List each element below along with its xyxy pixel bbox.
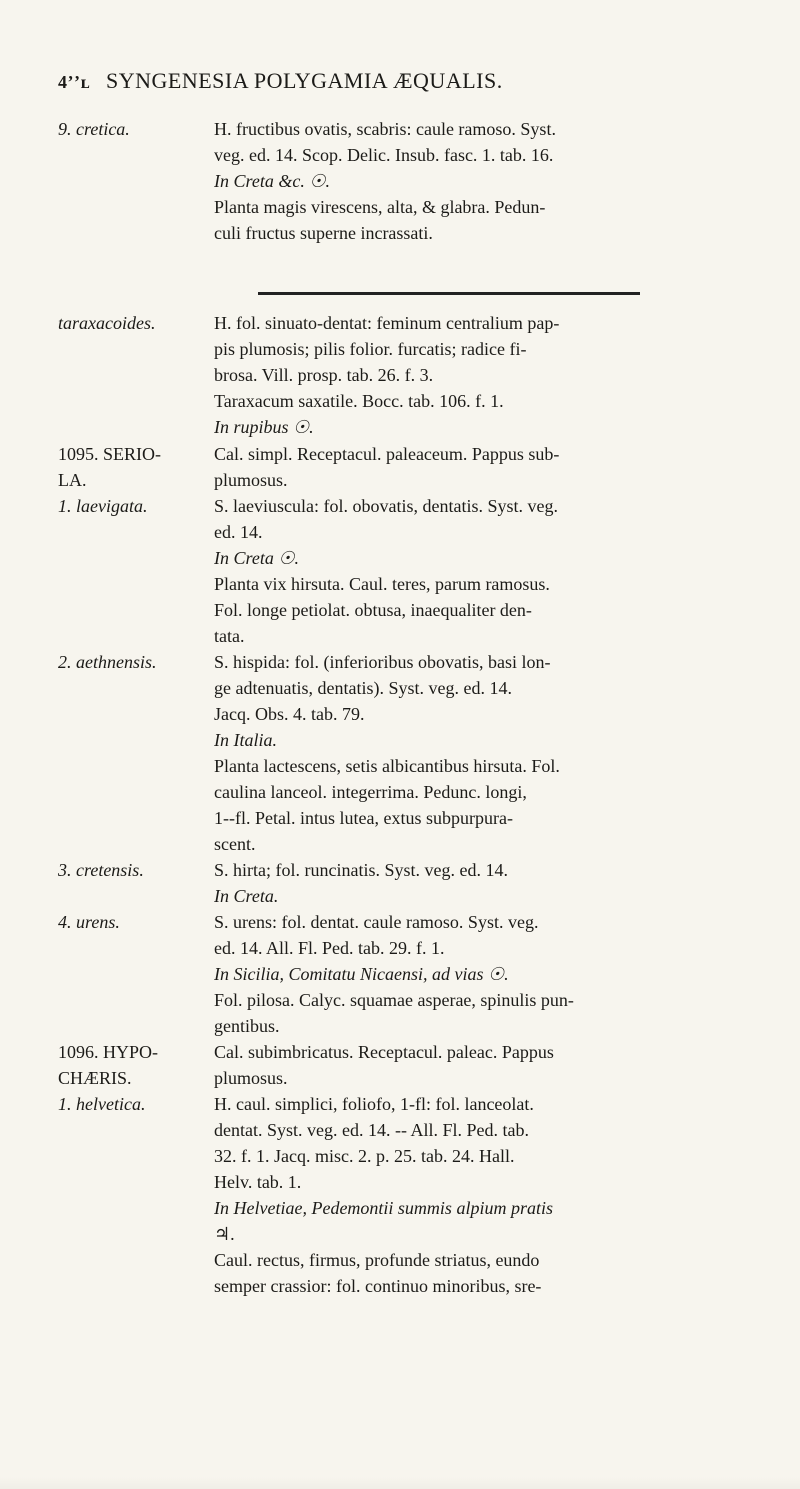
entry-line: veg. ed. 14. Scop. Delic. Insub. fasc. 1. tab. 16. bbox=[214, 145, 554, 165]
genus-label: 1095. SERIO- LA. bbox=[58, 444, 161, 490]
entry-line: In Creta. bbox=[214, 886, 279, 906]
entry-text bbox=[214, 441, 758, 493]
entry-line: Helv. tab. 1. bbox=[214, 1172, 302, 1192]
entry-line: H. fructibus ovatis, scabris: caule ramoso. Syst. bbox=[214, 119, 556, 139]
entry-line: In Italia. bbox=[214, 730, 277, 750]
entry-line: S. hispida: fol. (inferioribus obovatis, basi lon- bbox=[214, 652, 551, 672]
entry-line: Cal. simpl. Receptacul. paleaceum. Pappus sub- bbox=[214, 444, 560, 464]
entry-line: gentibus. bbox=[214, 1016, 280, 1036]
entry-line: In rupibus ☉. bbox=[214, 417, 314, 437]
entry-line: 32. f. 1. Jacq. misc. 2. p. 25. tab. 24. Hall. bbox=[214, 1146, 515, 1166]
entry-line: 1--fl. Petal. intus lutea, extus subpurpura- bbox=[214, 808, 513, 828]
entry-line: Planta magis virescens, alta, & glabra. Pedun- bbox=[214, 197, 546, 217]
entry-line: semper crassior: fol. continuo minoribus, sre- bbox=[214, 1276, 542, 1296]
running-title: SYNGENESIA POLYGAMIA ÆQUALIS. bbox=[106, 68, 503, 93]
entry-line: Caul. rectus, firmus, profunde striatus, eundo bbox=[214, 1250, 540, 1270]
entry-line: Jacq. Obs. 4. tab. 79. bbox=[214, 704, 365, 724]
entry-line: S. urens: fol. dentat. caule ramoso. Syst. veg. bbox=[214, 912, 539, 932]
entry-line: In Creta ☉. bbox=[214, 548, 299, 568]
entry-line: ♃. bbox=[214, 1224, 235, 1244]
entry-line: Planta lactescens, setis albicantibus hirsuta. Fol. bbox=[214, 756, 560, 776]
entry-text bbox=[214, 310, 758, 440]
section-rule bbox=[258, 292, 640, 295]
entry-line: ed. 14. All. Fl. Ped. tab. 29. f. 1. bbox=[214, 938, 445, 958]
entry-line: plumosus. bbox=[214, 470, 288, 490]
entry-line: caulina lanceol. integerrima. Pedunc. longi, bbox=[214, 782, 527, 802]
entry-line: tata. bbox=[214, 626, 245, 646]
entry-line: dentat. Syst. veg. ed. 14. -- All. Fl. Ped. tab. bbox=[214, 1120, 529, 1140]
entry-line: Fol. longe petiolat. obtusa, inaequaliter den- bbox=[214, 600, 532, 620]
entry-line: Fol. pilosa. Calyc. squamae asperae, spinulis pun- bbox=[214, 990, 574, 1010]
entry-line: ge adtenuatis, dentatis). Syst. veg. ed. 14. bbox=[214, 678, 512, 698]
entry-label: 2. aethnensis. bbox=[58, 652, 157, 672]
entry-line: pis plumosis; pilis folior. furcatis; radice fi- bbox=[214, 339, 527, 359]
entry-text bbox=[214, 493, 758, 649]
entry-line: In Sicilia, Comitatu Nicaensi, ad vias ☉. bbox=[214, 964, 509, 984]
entry-line: H. caul. simplici, foliofo, 1-fl: fol. lanceolat. bbox=[214, 1094, 534, 1114]
entry-text bbox=[214, 1039, 758, 1091]
entry-line: Planta vix hirsuta. Caul. teres, parum ramosus. bbox=[214, 574, 550, 594]
entry-line: S. hirta; fol. runcinatis. Syst. veg. ed. 14. bbox=[214, 860, 508, 880]
entry-text bbox=[214, 116, 758, 246]
genus-label: 1096. HYPO- CHÆRIS. bbox=[58, 1042, 159, 1088]
entry-text bbox=[214, 909, 758, 1039]
entry-label: 4. urens. bbox=[58, 912, 120, 932]
entry-line: plumosus. bbox=[214, 1068, 288, 1088]
entry-line: In Helvetiae, Pedemontii summis alpium pratis bbox=[214, 1198, 553, 1218]
entry-line: Cal. subimbricatus. Receptacul. paleac. Pappus bbox=[214, 1042, 554, 1062]
entry-line: ed. 14. bbox=[214, 522, 263, 542]
entry-line: Taraxacum saxatile. Bocc. tab. 106. f. 1. bbox=[214, 391, 504, 411]
entry-text bbox=[214, 857, 758, 909]
entry-label: 1. helvetica. bbox=[58, 1094, 146, 1114]
entry-label: taraxacoides. bbox=[58, 313, 156, 333]
page-edge-shadow bbox=[0, 1477, 800, 1489]
entry-line: S. laeviuscula: fol. obovatis, dentatis. Syst. veg. bbox=[214, 496, 558, 516]
entry-label: 9. cretica. bbox=[58, 119, 130, 139]
entry-text bbox=[214, 649, 758, 857]
entry-text bbox=[214, 1091, 758, 1299]
entry-label: 3. cretensis. bbox=[58, 860, 144, 880]
entry-line: scent. bbox=[214, 834, 256, 854]
entry-line: brosa. Vill. prosp. tab. 26. f. 3. bbox=[214, 365, 434, 385]
entry-line: H. fol. sinuato-dentat: feminum centralium pap- bbox=[214, 313, 560, 333]
page-number: 4ʼʼʟ bbox=[58, 72, 91, 92]
entry-line: culi fructus superne incrassati. bbox=[214, 223, 433, 243]
entry-label: 1. laevigata. bbox=[58, 496, 148, 516]
page-header bbox=[58, 68, 758, 102]
entry-line: In Creta &c. ☉. bbox=[214, 171, 330, 191]
